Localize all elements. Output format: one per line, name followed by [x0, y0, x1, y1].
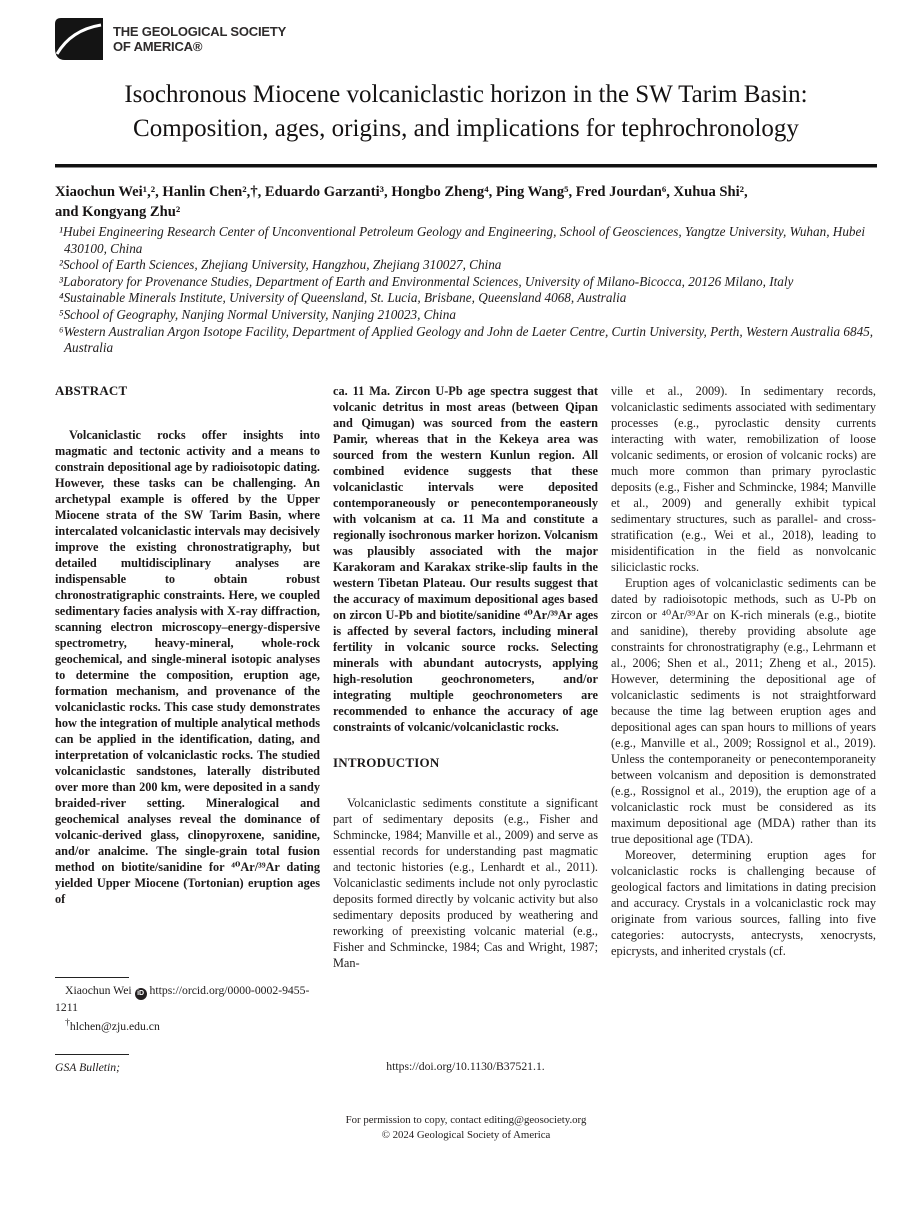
publisher-name	[113, 24, 286, 54]
email-link[interactable]: hlchen@zju.edu.cn	[69, 1019, 160, 1033]
column-3	[611, 383, 876, 1075]
author-list-line2: and Kongyang Zhu²	[55, 204, 181, 220]
intro-paragraph-2: ville et al., 2009). In sedimentary records, volcaniclastic sediments associated with sedimentary processes (e.g., pyroclastic density currents interacting with water, remobilization of loose volcanic sediments, or erosion of volcanic rocks) are much more common than primary pyroclastic deposits (e.g., Fisher and Schmincke, 1984; Manville et al., 2009) and generally exhibit typical sedimentary structures, such as parallel- and cross-stratification (e.g., Wei et al., 2018), leading to misidentification in the field as nonvolcanic siliciclastic rocks.	[611, 383, 876, 574]
column-1	[55, 383, 320, 1075]
affiliation-5: ⁵School of Geography, Nanjing Normal University, Nanjing 210023, China	[59, 306, 456, 322]
article-title	[55, 78, 877, 146]
intro-paragraph-4: Moreover, determining eruption ages for volcaniclastic rocks is challenging because of geological factors and limitations in dating precision and accuracy. Crystals in a volcaniclastic rock may originate from various sources, falling into five categories: autocrysts, antecrysts, xenocrysts, epicrysts, and inherited crystals (cf.	[611, 847, 876, 958]
author-list	[55, 182, 877, 222]
footnote-divider	[55, 977, 129, 978]
introduction-heading: INTRODUCTION	[333, 754, 440, 770]
journal-divider	[55, 1054, 129, 1055]
orcid-line	[55, 983, 320, 1015]
orcid-url-link[interactable]: https://orcid.org/0000-0002-9455-1211	[55, 983, 310, 1014]
masthead	[55, 0, 877, 62]
abstract-heading: ABSTRACT	[55, 382, 128, 398]
affiliation-6: ⁶Western Australian Argon Isotope Facility, Department of Applied Geology and John de Laeter Centre, Curtin University, Perth, Western Australia 6845, Australia	[59, 323, 874, 356]
affiliation-4: ⁴Sustainable Minerals Institute, University of Queensland, St. Lucia, Brisbane, Queensland 4068, Australia	[59, 290, 627, 306]
journal-name: GSA Bulletin;	[55, 1060, 121, 1074]
abstract-paragraph-1: Volcaniclastic rocks offer insights into magmatic and tectonic activity and a means to constrain depositional age by radioisotopic dating. However, these tasks can be challenging. An archetypal example is offered by the Upper Miocene strata of the SW Tarim Basin, where intercalated volcaniclastic intervals may decisively improve the existing chronostratigraphy, but detailed multidisciplinary analyses are indispensable to obtain robust chronostratigraphic constraints. Here, we coupled sedimentary facies analysis with X-ray diffraction, scanning electron microscopy–energy-dispersive spectrometry, heavy-mineral, whole-rock geochemical, and single-mineral isotopic analyses to determine the composition, eruption age, formation mechanism, and provenance of the volcaniclastic rocks. This case study demonstrates how the integration of multiple analytical methods can be applied in the identification, dating, and interpretation of volcaniclastic rocks. The studied volcaniclastic sandstones, laterally distributed over more than 200 km, were deposited in a sandy braided-river setting. Mineralogical and geochemical analyses reveal the dominance of volcanic-derived glass, clinopyroxene, sanidine, and/or analcime. The single-grain total fusion method on biotite/sanidine for ⁴⁰Ar/³⁹Ar dating yielded Upper Miocene (Tortonian) eruption ages of	[55, 427, 320, 906]
intro-paragraph-3: Eruption ages of volcaniclastic sediments can be dated by radioisotopic methods, such as U-Pb on zircon or ⁴⁰Ar/³⁹Ar on K-rich minerals (e.g., biotite and sanidine), thereby providing absolute age constraints for chronostratigraphy (e.g., Lehrmann et al., 2006; Shen et al., 2011; Zheng et al., 2015). However, determining the depositional age of volcaniclastic sediments is not straightforward because the time lag between eruption ages and depositional ages can span hours to millions of years (e.g., Manville et al., 2009; Rossignol et al., 2019). Unless the contemporaneity or penecontemporaneity between volcanism and deposition is demonstrated (e.g., Rossignol et al., 2019), the eruption age of a volcaniclastic rock must be considered as its maximum depositional age (MDA) rather than its true depositional age (TDA).	[611, 575, 876, 846]
affiliation-2: ²School of Earth Sciences, Zhejiang University, Hangzhou, Zhejiang 310027, China	[59, 257, 502, 273]
affiliation-list	[55, 224, 877, 357]
orcid-icon: iD	[135, 988, 147, 1000]
body-columns	[55, 383, 877, 1075]
publisher-name-line1: THE GEOLOGICAL SOCIETY	[113, 24, 287, 39]
corresponding-author-name: Xiaochun Wei	[65, 983, 132, 997]
publisher-name-line2: OF AMERICA®	[113, 39, 203, 54]
affiliation-1: ¹Hubei Engineering Research Center of Unconventional Petroleum Geology and Engineering, School of Geosciences, Yangtze University, Wuhan, Hubei 430100, China	[59, 224, 866, 256]
page-footer	[55, 1113, 877, 1143]
footnote-block	[55, 977, 320, 1075]
email-dagger: †	[65, 1016, 70, 1028]
article-title-line2: Composition, ages, origins, and implications for tephrochronology	[133, 115, 799, 142]
intro-paragraph-1: Volcaniclastic sediments constitute a significant part of sedimentary deposits (e.g., Fisher and Schmincke, 1984; Manville et al., 2009) and serve as essential records for understanding past magmatic and tectonic histories (e.g., Lenhardt et al., 2011). Volcaniclastic sediments include not only pyroclastic deposits formed directly by volcanic activity but also sedimentary deposits produced by weathering and reworking of preexisting volcanic material (e.g., Fisher and Schmincke, 1984; Cas and Wright, 1987; Man-	[333, 795, 598, 970]
copyright-line: © 2024 Geological Society of America	[381, 1128, 551, 1141]
gsa-logo-icon	[55, 18, 103, 60]
abstract-paragraph-2: ca. 11 Ma. Zircon U-Pb age spectra suggest that volcanic detritus in most areas (between Qipan and Qimugan) was sourced from the eastern Pamir, whereas that in the Kekeya area was sourced from the western Kunlun region. All combined evidence suggests that these volcaniclastic intervals were deposited contemporaneously or penecontemporaneously with volcanism at ca. 11 Ma and constitute a regionally isochronous marker horizon. Volcanism was plausibly associated with the major Karakoram and Karakax strike-slip faults in the western Tibetan Plateau. Our results suggest that the accuracy of maximum depositional ages based on zircon U-Pb and biotite/sanidine ⁴⁰Ar/³⁹Ar ages is affected by several factors, including mineral fertility in volcanic source rocks. Selecting minerals with abundant autocrysts, applying high-resolution geochronometers, and/or integrating multiple geochronometers are recommended to enhance the accuracy of age constraints of volcanic/volcaniclastic rocks.	[333, 383, 598, 734]
journal-block	[55, 1054, 320, 1075]
permission-line: For permission to copy, contact editing@geosociety.org	[345, 1113, 587, 1126]
author-list-line1: Xiaochun Wei¹,², Hanlin Chen²,†, Eduardo Garzanti³, Hongbo Zheng⁴, Ping Wang⁵, Fred Jourdan⁶, Xuhua Shi²,	[55, 184, 748, 200]
title-divider	[55, 164, 877, 168]
doi-link[interactable]: https://doi.org/10.1130/B37521.1.	[386, 1059, 545, 1073]
article-title-line1: Isochronous Miocene volcaniclastic horizon in the SW Tarim Basin:	[124, 81, 808, 108]
column-2	[333, 383, 598, 1075]
affiliation-3: ³Laboratory for Provenance Studies, Department of Earth and Environmental Sciences, University of Milano-Bicocca, 20126 Milano, Italy	[59, 273, 794, 289]
email-line	[55, 1015, 320, 1034]
